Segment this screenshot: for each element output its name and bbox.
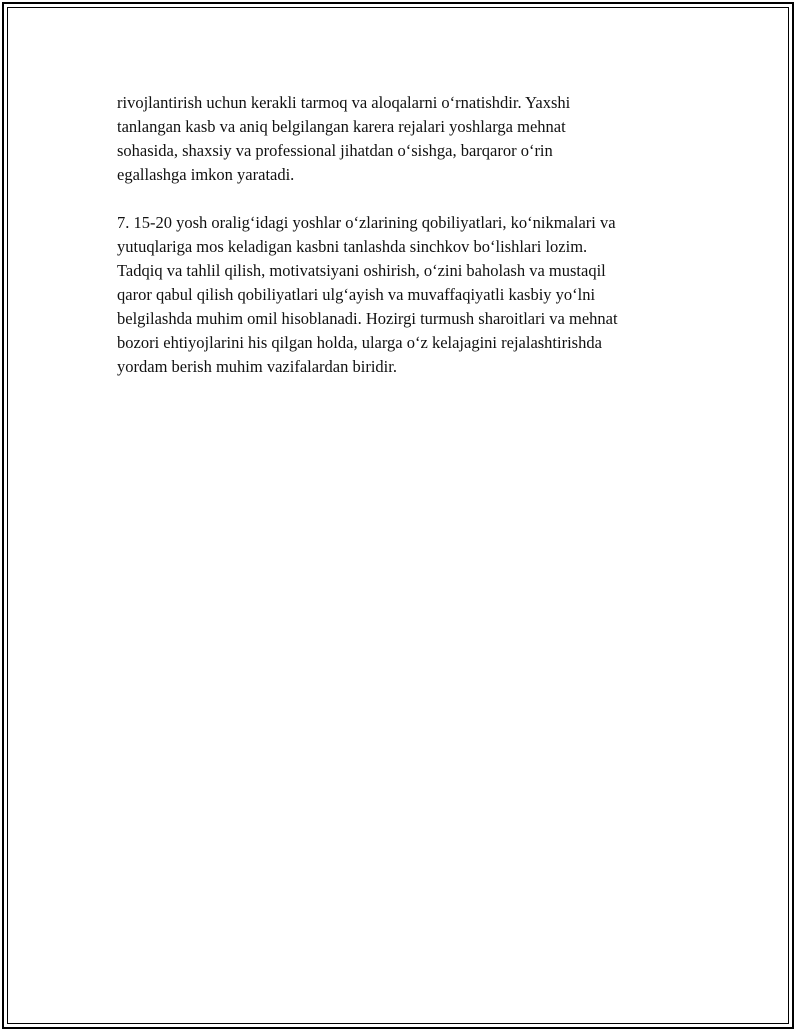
paragraph-continuation: rivojlantirish uchun kerakli tarmoq va aloqalarni o‘rnatishdir. Yaxshi tanlangan kasb va aniq belgilangan karera rejalari yoshlarga mehnat sohasida, shaxsiy va professional jihatdan o‘sishga, barqaror o‘rin egallashga imkon yaratadi.	[117, 93, 571, 184]
document-body	[117, 91, 697, 403]
paragraph-item-7: 7. 15-20 yosh oralig‘idagi yoshlar o‘zlarining qobiliyatlari, ko‘nikmalari va yutuqlariga mos keladigan kasbni tanlashda sinchkov bo‘lishlari lozim. Tadqiq va tahlil qilish, motivatsiyani oshirish, o‘zini baholash va mustaqil qaror qabul qilish qobiliyatlari ulg‘ayish va muvaffaqiyatli kasbiy yo‘lni belgilashda muhim omil hisoblanadi. Hozirgi turmush sharoitlari va mehnat bozori ehtiyojlarini his qilgan holda, ularga o‘z kelajagini rejalashtirishda yordam berish muhim vazifalardan biridir.	[117, 213, 618, 376]
